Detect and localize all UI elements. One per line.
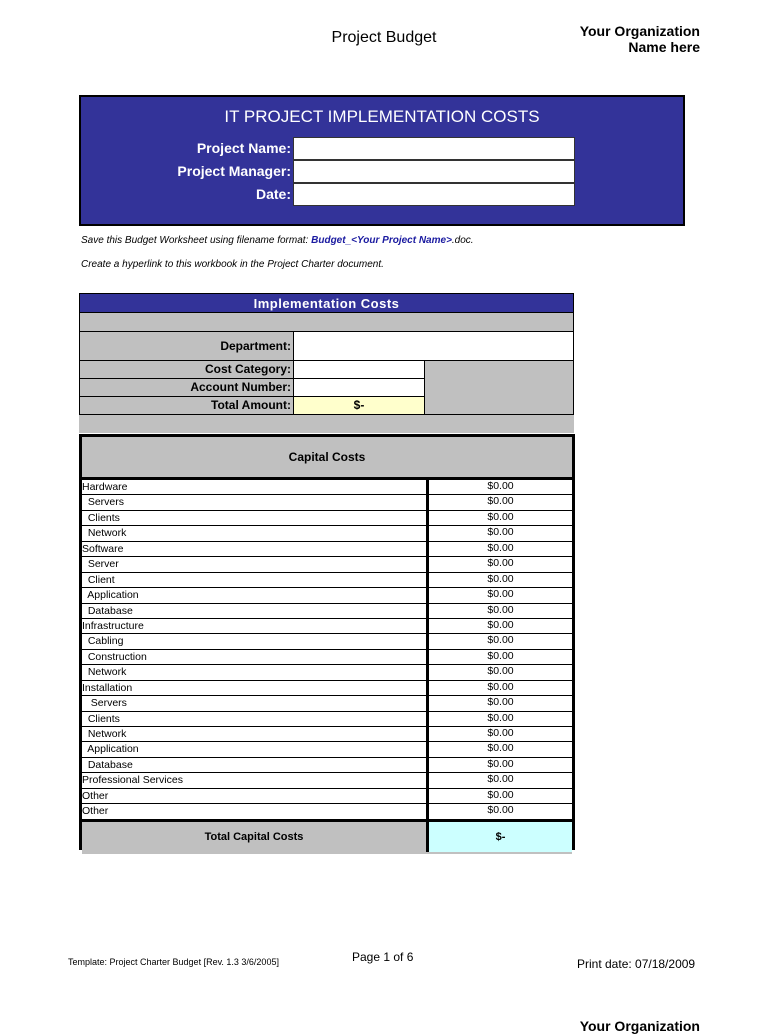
table-row xyxy=(82,773,572,788)
line-item-amount[interactable]: $0.00 xyxy=(426,788,572,803)
table-row xyxy=(82,511,572,526)
department-label: Department: xyxy=(79,331,294,361)
print-date: Print date: 07/18/2009 xyxy=(577,957,696,971)
line-item-name: Cabling xyxy=(82,635,124,648)
line-item-name: Network xyxy=(82,666,127,679)
total-amount-label: Total Amount: xyxy=(79,396,294,415)
line-item-name: Network xyxy=(82,728,127,740)
project-info-banner xyxy=(79,95,685,226)
cost-category-field[interactable] xyxy=(293,360,425,379)
project-manager-field[interactable] xyxy=(293,160,575,183)
table-row xyxy=(82,573,572,588)
total-amount-value: $- xyxy=(293,396,425,415)
table-row xyxy=(82,650,572,665)
line-item-name: Application xyxy=(82,743,139,756)
project-name-row xyxy=(81,137,683,159)
line-item-amount[interactable]: $0.00 xyxy=(426,572,572,587)
line-item-amount[interactable]: $0.00 xyxy=(426,803,572,818)
page-number: Page 1 of 6 xyxy=(352,950,414,964)
table-row xyxy=(82,696,572,711)
line-item-name: Clients xyxy=(82,511,120,524)
line-item-name: Client xyxy=(82,573,115,586)
line-item-name: Other xyxy=(82,789,109,802)
line-item-name: Clients xyxy=(82,712,120,725)
line-item-name: Installation xyxy=(82,681,133,694)
table-row xyxy=(82,712,572,727)
line-item-amount[interactable]: $0.00 xyxy=(426,618,572,633)
table-row xyxy=(82,665,572,680)
next-page-org-name: Your Organization xyxy=(579,1018,700,1034)
capital-costs-table xyxy=(79,434,575,850)
table-row xyxy=(82,619,572,634)
gray-filler-cell xyxy=(424,360,574,415)
line-item-name: Server xyxy=(82,558,119,571)
line-item-name: Construction xyxy=(82,650,147,663)
gray-spacer xyxy=(79,415,574,433)
implementation-costs-section xyxy=(79,293,574,437)
line-item-amount[interactable]: $0.00 xyxy=(426,603,572,618)
line-item-name: Infrastructure xyxy=(82,619,144,632)
line-item-name: Servers xyxy=(82,697,127,710)
account-number-label: Account Number: xyxy=(79,378,294,397)
project-name-field[interactable] xyxy=(293,137,575,160)
table-row xyxy=(82,542,572,557)
banner-title: IT PROJECT IMPLEMENTATION COSTS xyxy=(224,107,540,126)
line-item-amount[interactable]: $0.00 xyxy=(426,741,572,756)
line-item-name: Other xyxy=(82,805,109,818)
table-row xyxy=(82,604,572,619)
line-item-amount[interactable]: $0.00 xyxy=(426,695,572,710)
date-label: Date: xyxy=(255,186,291,202)
line-item-name: Software xyxy=(82,542,124,555)
line-item-amount[interactable]: $0.00 xyxy=(426,649,572,664)
project-name-label: Project Name: xyxy=(196,140,291,156)
table-row xyxy=(82,758,572,773)
date-row xyxy=(81,183,683,205)
line-item-amount[interactable]: $0.00 xyxy=(426,633,572,648)
table-row xyxy=(82,681,572,696)
table-row xyxy=(82,495,572,510)
table-row xyxy=(82,634,572,649)
line-item-amount[interactable]: $0.00 xyxy=(426,680,572,695)
table-row xyxy=(82,804,572,819)
gray-strip xyxy=(79,313,574,331)
hyperlink-note: Create a hyperlink to this workbook in the Project Charter document. xyxy=(81,259,384,270)
implementation-costs-heading: Implementation Costs xyxy=(79,293,574,313)
line-item-amount[interactable]: $0.00 xyxy=(426,664,572,679)
line-item-amount[interactable]: $0.00 xyxy=(426,587,572,602)
cost-category-label: Cost Category: xyxy=(79,360,294,379)
page-title: Project Budget xyxy=(331,29,437,46)
org-line-1: Your Organization xyxy=(579,23,700,39)
capital-costs-heading: Capital Costs xyxy=(82,437,572,480)
project-manager-label: Project Manager: xyxy=(177,163,291,179)
total-capital-costs-label: Total Capital Costs xyxy=(204,830,304,843)
account-number-field[interactable] xyxy=(293,378,425,397)
project-manager-row xyxy=(81,160,683,182)
table-row xyxy=(82,727,572,742)
line-item-amount[interactable]: $0.00 xyxy=(426,726,572,741)
table-row xyxy=(82,742,572,757)
line-item-amount[interactable]: $0.00 xyxy=(426,711,572,726)
table-row xyxy=(82,789,572,804)
line-item-amount[interactable]: $0.00 xyxy=(426,556,572,571)
implementation-grid xyxy=(79,331,574,437)
total-capital-costs-row xyxy=(82,820,572,854)
line-item-amount[interactable]: $0.00 xyxy=(426,541,572,556)
note-suffix: .doc. xyxy=(451,235,474,246)
table-row xyxy=(82,588,572,603)
capital-costs-rows xyxy=(82,480,572,820)
line-item-name: Servers xyxy=(82,496,125,509)
filename-note xyxy=(81,235,474,246)
line-item-amount[interactable]: $0.00 xyxy=(426,494,572,509)
table-row xyxy=(82,526,572,541)
line-item-amount[interactable]: $0.00 xyxy=(426,510,572,525)
table-row xyxy=(82,557,572,572)
line-item-name: Application xyxy=(82,589,139,602)
template-revision: Template: Project Charter Budget [Rev. 1.3 3/6/2005] xyxy=(68,957,279,967)
line-item-name: Database xyxy=(82,604,133,617)
line-item-name: Network xyxy=(82,527,127,540)
department-field[interactable] xyxy=(293,331,574,361)
line-item-name: Professional Services xyxy=(82,774,183,787)
note-filename-format: Budget_<Your Project Name> xyxy=(311,235,452,246)
line-item-name: Database xyxy=(82,758,133,771)
line-item-amount[interactable]: $0.00 xyxy=(426,479,572,494)
organization-name xyxy=(580,23,700,55)
line-item-name: Hardware xyxy=(82,481,128,493)
org-line-2: Name here xyxy=(628,39,700,55)
total-capital-costs-value: $- xyxy=(426,822,572,852)
table-row xyxy=(82,480,572,495)
line-item-amount[interactable]: $0.00 xyxy=(426,525,572,540)
date-field[interactable] xyxy=(293,183,575,206)
line-item-amount[interactable]: $0.00 xyxy=(426,772,572,787)
note-prefix: Save this Budget Worksheet using filename format: xyxy=(81,235,312,246)
line-item-amount[interactable]: $0.00 xyxy=(426,757,572,772)
